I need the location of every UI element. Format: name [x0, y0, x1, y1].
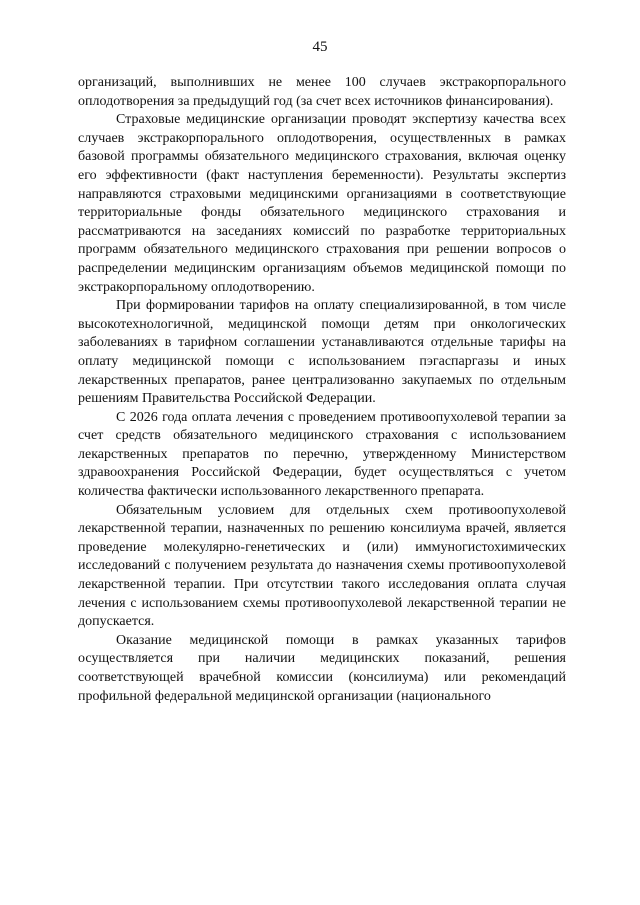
paragraph-tariffs-children-oncology: При формировании тарифов на оплату специализированной, в том числе высокотехнологичной, медицинской помощи детям при онкологических заболеваниях в тарифном соглашении устанавливаются отдельные тарифы на оплату медицинской помощи с использованием пэгаспаргазы и иных лекарственных препаратов, ранее централизованно закупаемых по отдельным решениям Правительства Российской Федерации.: [78, 298, 566, 407]
paragraph-medical-care-provision: Оказание медицинской помощи в рамках указанных тарифов осуществляется при наличии медицинских показаний, решения соответствующей врачебной комиссии (консилиума) или рекомендаций профильной федеральной медицинской организации (национального: [78, 632, 566, 704]
page-number: 45: [312, 39, 328, 55]
paragraph-continuation: организаций, выполнивших не менее 100 случаев экстракорпорального оплодотворения за предыдущий год (за счет всех источников финансирования).: [78, 75, 566, 109]
paragraph-2026-payment: С 2026 года оплата лечения с проведением противоопухолевой терапии за счет средств обязательного медицинского страхования с использованием лекарственных препаратов по перечню, утвержденному Министерством здравоохранения Российской Федерации, будет осуществляться с учетом количества фактически использованного лекарственного препарата.: [78, 409, 566, 500]
paragraph-mandatory-condition: Обязательным условием для отдельных схем противоопухолевой лекарственной терапии, назначенных по решению консилиума врачей, является проведение молекулярно-генетических и (или) иммуногистохимических исследований с получением результата до назначения схемы противоопухолевой лекарственной терапии. При отсутствии такого исследования оплата случая лечения с использованием схемы противоопухолевой лекарственной терапии не допускается.: [78, 502, 566, 630]
document-body: [78, 74, 566, 706]
paragraph-insurance-expertise: Страховые медицинские организации проводят экспертизу качества всех случаев экстракорпорального оплодотворения, осуществленных в рамках базовой программы обязательного медицинского страхования, включая оценку его эффективности (факт наступления беременности). Результаты экспертиз направляются страховыми медицинскими организациями в соответствующие территориальные фонды обязательного медицинского страхования и рассматриваются на заседаниях комиссий по разработке территориальных программ обязательного медицинского страхования при решении вопросов о распределении медицинским организациям объемов медицинской помощи по экстракорпоральному оплодотворению.: [78, 112, 566, 295]
